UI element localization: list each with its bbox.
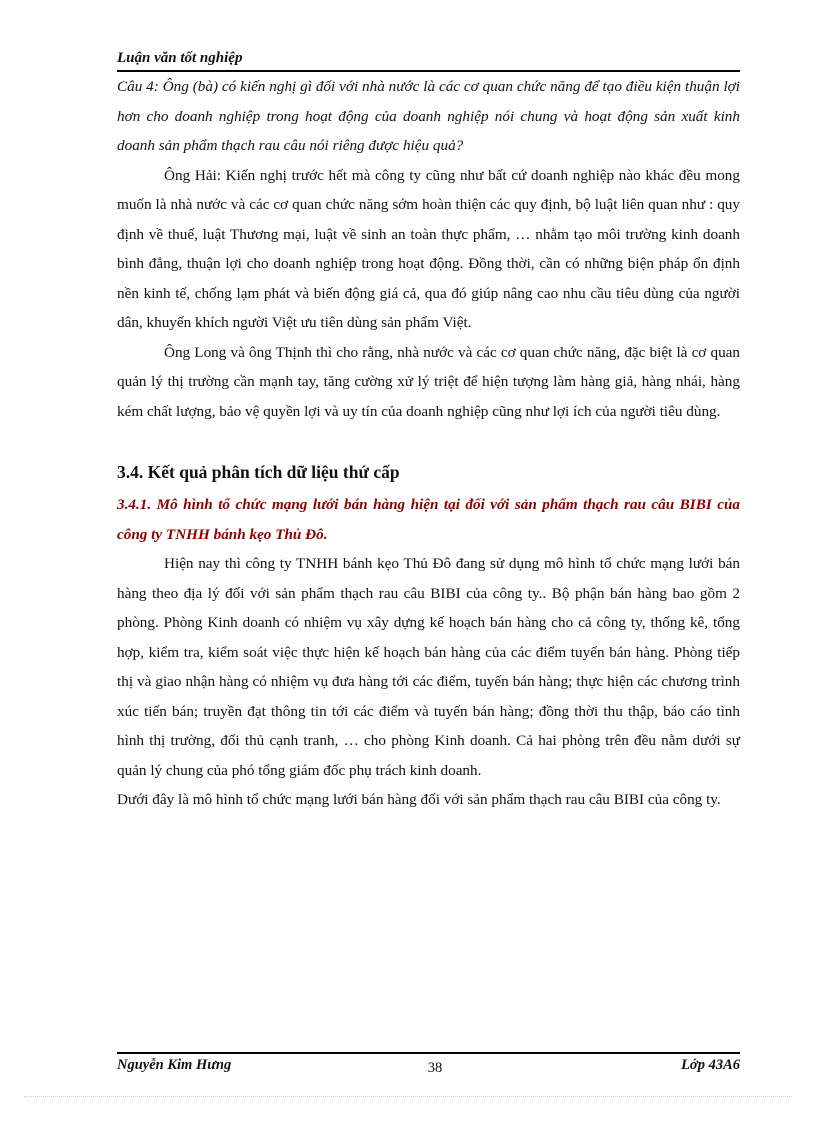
document-body bbox=[117, 72, 740, 815]
section-heading: 3.4. Kết quả phân tích dữ liệu thứ cấp bbox=[117, 462, 400, 482]
sales-model-paragraph: Hiện nay thì công ty TNHH bánh kẹo Thủ Đô đang sử dụng mô hình tổ chức mạng lưới bán hàng theo địa lý đối với sản phẩm thạch rau câu BIBI của công ty.. Bộ phận bán hàng bao gồm 2 phòng. Phòng Kinh doanh có nhiệm vụ xây dựng kế hoạch bán hàng cho cả công ty, thống kê, tổng hợp, kiểm tra, kiểm soát việc thực hiện kế hoạch bán hàng của các điểm tuyến bán hàng. Phòng tiếp thị và giao nhận hàng có nhiệm vụ đưa hàng tới các điểm, tuyến bán hàng; thực hiện các chương trình xúc tiến bán; truyền đạt thông tin tới các điểm và tuyến bán hàng; đồng thời thu thập, báo cáo tình hình thị trường, đối thủ cạnh tranh, … cho phòng Kinh doanh. Cả hai phòng trên đều nằm dưới sự quản lý chung của phó tổng giám đốc phụ trách kinh doanh. bbox=[117, 555, 740, 779]
footer-class-label: Lớp 43A6 bbox=[681, 1057, 740, 1073]
subsection-heading: 3.4.1. Mô hình tổ chức mạng lưới bán hàng hiện tại đối với sản phẩm thạch rau câu BIBI của công ty TNHH bánh kẹo Thủ Đô. bbox=[117, 496, 740, 543]
page-edge-divider bbox=[24, 1096, 792, 1097]
footer-rule bbox=[117, 1052, 740, 1054]
page-number: 38 bbox=[427, 1060, 443, 1076]
header-title: Luận văn tốt nghiệp bbox=[117, 50, 243, 66]
answer-long-thinh-paragraph: Ông Long và ông Thịnh thì cho rằng, nhà nước và các cơ quan chức năng, đặc biệt là cơ quan quản lý thị trường cần mạnh tay, tăng cường xử lý triệt để hiện tượng làm hàng giả, hàng nhái, hàng kém chất lượng, bảo vệ quyền lợi và uy tín của doanh nghiệp cũng như lợi ích của người tiêu dùng. bbox=[117, 343, 740, 420]
model-intro-paragraph: Dưới đây là mô hình tổ chức mạng lưới bán hàng đối với sản phẩm thạch rau câu BIBI của công ty. bbox=[117, 791, 721, 808]
footer-author: Nguyễn Kim Hưng bbox=[117, 1057, 232, 1073]
question-paragraph: Câu 4: Ông (bà) có kiến nghị gì đối với nhà nước là các cơ quan chức năng để tạo điều kiện thuận lợi hơn cho doanh nghiệp trong hoạt động của doanh nghiệp nói chung và hoạt động sản xuất kinh doanh sản phẩm thạch rau câu nói riêng được hiệu quả? bbox=[117, 78, 740, 154]
answer-hai-paragraph: Ông Hải: Kiến nghị trước hết mà công ty cũng như bất cứ doanh nghiệp nào khác đều mong muốn là nhà nước và các cơ quan chức năng sớm hoàn thiện các quy định, bộ luật liên quan như : quy định về thuế, luật Thương mại, luật về sinh an toàn thực phẩm, … nhằm tạo môi trường kinh doanh bình đẳng, thuận lợi cho doanh nghiệp trong hoạt động. Đồng thời, cần có những biện pháp ổn định nền kinh tế, chống lạm phát và biến động giá cả, qua đó giúp nâng cao nhu cầu tiêu dùng của người dân, khuyến khích người Việt ưu tiên dùng sản phẩm Việt. bbox=[117, 166, 740, 331]
